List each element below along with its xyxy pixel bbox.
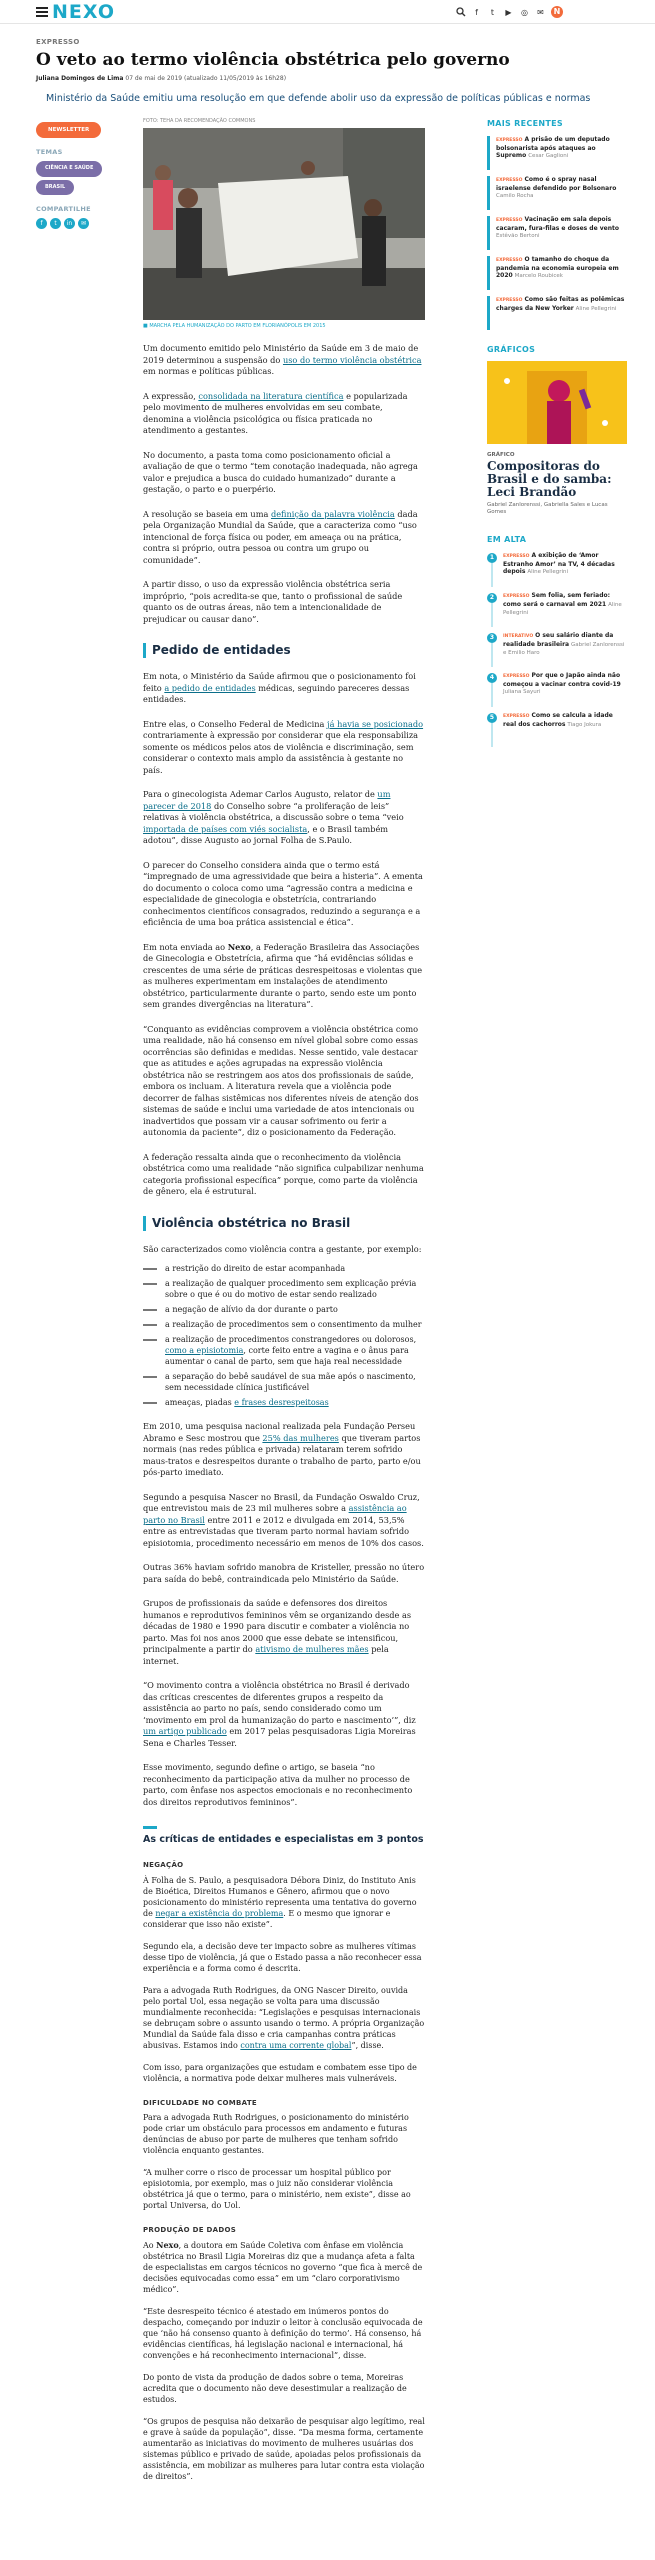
list-item: a separação do bebê saudável de sua mãe após o nascimento, sem necessidade clínica justificável — [143, 1371, 425, 1393]
inline-link[interactable]: a pedido de entidades — [164, 682, 256, 693]
graph-category: GRÁFICO — [487, 452, 515, 458]
recent-item[interactable] — [487, 176, 627, 210]
recentes-label: MAIS RECENTES — [487, 119, 563, 128]
recent-item[interactable] — [487, 136, 627, 170]
item-author: Aline Pellegrini — [575, 305, 617, 312]
paragraph: Em nota, o Ministério da Saúde afirmou que o posicionamento foi feito a pedido de entidades médicas, seguindo pareceres dessas entidades. — [143, 671, 416, 704]
list-item: a restrição do direito de estar acompanhada — [143, 1263, 425, 1274]
item-category: EXPRESSO — [503, 714, 530, 720]
newsletter-button[interactable]: NEWSLETTER — [36, 122, 101, 138]
item-title[interactable]: Como se calcula a idade real dos cachorros — [503, 712, 613, 728]
item-title[interactable]: O seu salário diante da realidade brasileira — [503, 632, 614, 648]
inline-link[interactable]: contra uma corrente global — [240, 2040, 352, 2050]
violence-list — [143, 1263, 425, 1408]
box-paragraph: Para a advogada Ruth Rodrigues, o posicionamento do ministério pode criar um obstáculo para processos em andamento e futuras denúncias de abuso por parte de mulheres que tenham sofrido violência enquanto gestantes. — [143, 2113, 409, 2155]
item-category: EXPRESSO — [496, 298, 523, 303]
paragraph: Para o ginecologista Ademar Carlos Augusto, relator de um parecer de 2018 do Conselho sobre “a proliferação de leis” relativas à violência obstétrica, a discussão sobre o tema “veio importada de países com viés socialista, e o Brasil também adotou”, disse Augusto ao jornal Folha de S.Paulo. — [143, 789, 404, 845]
photo-credit: FOTO: TEHA DA RECOMENDAÇÃO COMMONS — [143, 118, 256, 124]
rank-number: 5 — [487, 713, 497, 723]
box-paragraph: Ao Nexo, a doutora em Saúde Coletiva com ênfase em violência obstétrica no Brasil Ligia Moreiras diz que a mudança afeta a falta de especialistas em cargos técnicos no governo “que fica à mercê de decisões equivocadas como essa” em um “claro corporativismo médico”. — [143, 2239, 423, 2294]
facebook-icon[interactable]: f — [475, 7, 478, 17]
recentes-list — [487, 136, 627, 330]
box-paragraph: “Este desrespeito técnico é atestado em inúmeros pontos do despacho, começando por induzir o leitor à conclusão equivocada de que ‘não há consenso quanto à definição do termo’. Há consenso, há evidências científicas, há legislação nacional e internacional, há convenções e há reconhecimento internacional”, disse. — [143, 2306, 423, 2360]
item-category: EXPRESSO — [496, 138, 523, 143]
mail-icon[interactable]: ✉ — [537, 7, 544, 17]
trending-item[interactable] — [487, 552, 627, 586]
paragraph: Em nota enviada ao Nexo, a Federação Brasileira das Associações de Ginecologia e Obstetrícia, afirma que “há evidências sólidas e crescentes de uma série de práticas desrespeitosas e violentas que as mulheres experimentam em instalações de atendimento obstétrico, particularmente durante o parto, sendo este um ponto sem grandes divergências na literatura”. — [143, 941, 423, 1009]
graph-title[interactable]: Compositoras do Brasil e do samba: Leci Brandão — [487, 459, 612, 500]
article-photo — [143, 128, 425, 320]
rank-connector — [491, 643, 493, 667]
rank-connector — [491, 683, 493, 707]
youtube-icon[interactable]: ▶ — [505, 7, 512, 17]
share-facebook-icon[interactable]: f — [36, 218, 47, 229]
section-heading-pedido: Pedido de entidades — [143, 643, 425, 658]
box-paragraph: Do ponto de vista da produção de dados sobre o tema, Moreiras acredita que o documento não deve desestimular a realização de estudos. — [143, 2372, 407, 2404]
section-heading-violencia: Violência obstétrica no Brasil — [143, 1216, 425, 1231]
item-title[interactable]: A prisão de um deputado bolsonarista após ataques ao Supremo — [496, 136, 610, 159]
paragraph: “Conquanto as evidências comprovem a violência obstétrica como uma realidade, não há consenso em nível global sobre como essas ocorrências são definidas e medidas. Nesse sentido, vale destacar que as atitudes e ações agrupadas na expressão violência obstétrica não se restringem aos atos dos profissionais de saúde, embora os incluam. A literatura revela que a violência pode decorrer de falhas sistêmicas nos diferentes níveis de atenção dos sistemas de saúde e inclui uma variedade de atos intencionais ou inadvertidos que possam vir a causar sofrimento ou ferir a autonomia da paciente”, diz o posicionamento da Federação. — [143, 1023, 419, 1137]
box-paragraph: Com isso, para organizações que estudam e combatem esse tipo de violência, a normativa pode deixar mulheres mais vulneráveis. — [143, 2062, 417, 2083]
graph-thumbnail[interactable] — [487, 361, 627, 444]
inline-link[interactable]: negar a existência do problema — [155, 1908, 284, 1918]
inline-link[interactable]: como a episiotomia — [165, 1346, 244, 1355]
trending-item[interactable] — [487, 672, 627, 706]
inline-link[interactable]: ativismo de mulheres mães — [255, 1644, 369, 1654]
inline-link[interactable]: definição da palavra violência — [270, 508, 395, 519]
box-title: As críticas de entidades e especialistas em 3 pontos — [143, 1834, 424, 1845]
article-title: O veto ao termo violência obstétrica pelo governo — [36, 49, 510, 70]
list-item: a negação de alívio da dor durante o parto — [143, 1304, 425, 1315]
paragraph: Em 2010, uma pesquisa nacional realizada pela Fundação Perseu Abramo e Sesc mostrou que 25% das mulheres que tiveram partos normais (nas redes pública e privada) relataram terem sofrido maus-tratos e desrespeitos durante o trabalho de parto, parto e/ou pós-parto imediato. — [143, 1421, 421, 1477]
tag-ciencia-saude[interactable]: CIÊNCIA E SAÚDE — [36, 161, 102, 177]
item-category: EXPRESSO — [503, 554, 530, 560]
paragraph: A federação ressalta ainda que o reconhecimento da violência obstétrica como uma realidade “não significa culpabilizar nenhuma categoria profissional específica” porque, como parte da violência de gênero, ela é estrutural. — [143, 1151, 424, 1196]
list-item: a realização de procedimentos sem o consentimento da mulher — [143, 1319, 425, 1330]
paragraph: São caracterizados como violência contra a gestante, por exemplo: — [143, 1243, 422, 1254]
box-paragraph: Para a advogada Ruth Rodrigues, da ONG Nascer Direito, ouvida pelo portal Uol, essa negação se volta para uma discussão mundialmente reconhecida: “Legislações e pesquisas internacionais se debruçam sobre o assunto usando o termo. A própria Organização Mundial da Saúde fala disso e cria campanhas contra práticas abusivas. Estamos indo contra uma corrente global”, disse. — [143, 1985, 425, 2050]
photo-caption: ■ MARCHA PELA HUMANIZAÇÃO DO PARTO EM FLORIANÓPOLIS EM 2015 — [143, 322, 326, 329]
trending-item[interactable] — [487, 592, 627, 626]
item-author: Aline Pellegrini — [527, 569, 569, 576]
box-section-heading: DIFICULDADE NO COMBATE — [143, 2098, 258, 2107]
temas-label: TEMAS — [36, 148, 63, 157]
share-mail-icon[interactable]: ✉ — [78, 218, 89, 229]
box-section-heading: PRODUÇÃO DE DADOS — [143, 2226, 237, 2234]
item-title[interactable]: Por que o Japão ainda não começou a vacinar contra covid-19 — [503, 672, 621, 688]
paragraph: “O movimento contra a violência obstétrica no Brasil é derivado das críticas crescentes de diferentes grupos a respeito da assistência ao parto no país, sendo considerado como um ‘movimento em prol da humanização do parto e nascimento’”, diz um artigo publicado em 2017 pelas pesquisadoras Ligia Moreiras Sena e Charles Tesser. — [143, 1680, 416, 1748]
paragraph: A resolução se baseia em uma definição da palavra violência dada pela Organização Mundial da Saúde, que a caracteriza como “uso intencional de força física ou poder, em ameaça ou na prática, contra si próprio, outra pessoa ou contra um grupo ou comunidade”. — [143, 508, 418, 565]
article-dates: 07 de mai de 2019 (atualizado 11/05/2019 às 16h28) — [125, 74, 287, 82]
paragraph: A partir disso, o uso da expressão violência obstétrica seria impróprio, “pois acredita-se que, tanto o profissional de saúde quanto os de outras áreas, não tem a intencionalidade de prejudicar ou causar dano”. — [143, 579, 403, 624]
item-category: EXPRESSO — [496, 218, 523, 223]
instagram-icon[interactable]: ◎ — [521, 7, 528, 17]
item-author: Gabriel Zanlorenssi e Emilio Haro — [503, 641, 625, 657]
list-item: a realização de procedimentos constrangedores ou dolorosos, como a episiotomia, corte feito entre a vagina e o ânus para aumentar o canal de parto, sem que haja real necessidade — [143, 1334, 425, 1367]
paragraph: Esse movimento, segundo define o artigo, se baseia “no reconhecimento da participação ativa da mulher no processo de parto, com ênfase nos aspectos emocionais e no reconhecimento dos direitos reprodutivos femininos”. — [143, 1762, 413, 1807]
inline-link[interactable]: um artigo publicado — [143, 1726, 227, 1736]
item-category: EXPRESSO — [496, 258, 523, 263]
item-category: EXPRESSO — [503, 594, 530, 600]
inline-link[interactable]: já havia se posicionado — [327, 718, 424, 729]
trending-item[interactable] — [487, 632, 627, 666]
item-category: INTERATIVO — [503, 634, 534, 640]
box-paragraph: À Folha de S. Paulo, a pesquisadora Débora Diniz, do Instituto Anis de Bioética, Direitos Humanos e Gênero, afirmou que o novo posicionamento do ministério representa uma tentativa do governo de negar a existência do problema. E o mesmo que ignorar e considerar que isso não existe”. — [143, 1875, 417, 1929]
left-column — [36, 120, 116, 229]
top-bar — [0, 0, 655, 24]
inline-link[interactable]: uso do termo violência obstétrica — [282, 354, 422, 365]
article-kicker: EXPRESSO — [36, 38, 80, 46]
inline-link[interactable]: assistência ao parto no Brasil — [143, 1503, 407, 1525]
twitter-icon[interactable]: t — [490, 7, 495, 17]
box-section-heading: NEGAÇÃO — [143, 1861, 184, 1869]
site-logo[interactable]: NEXO — [52, 1, 116, 23]
paragraph: No documento, a pasta toma como posicionamento oficial a avaliação de que o termo “tem conotação inadequada, não agrega valor e prejudica a busca do cuidado humanizado” durante a gestação, o parto e o puerpério. — [143, 449, 418, 494]
rank-connector — [491, 603, 493, 627]
share-label: COMPARTILHE — [36, 205, 91, 213]
item-title[interactable]: Vacinação em sala depois cacaram, fura-filas e doses de vento — [496, 216, 620, 232]
article-body — [143, 118, 425, 2482]
item-author: Cesar Gaglioni — [528, 153, 569, 159]
list-item: ameaças, piadas e frases desrespeitosas — [143, 1397, 425, 1408]
item-author: Tiago Jokura — [567, 721, 602, 728]
paragraph: Um documento emitido pelo Ministério da Saúde em 3 de maio de 2019 determinou a suspensão do uso do termo violência obstétrica em normas e políticas públicas. — [143, 343, 422, 376]
rank-connector — [491, 723, 493, 747]
graph-authors: Gabriel Zanlorenssi, Gabriella Sales e Lucas Gomes — [487, 502, 608, 516]
box-paragraph: “Os grupos de pesquisa não deixarão de pesquisar algo legítimo, real e grave à saúde da população”, disse. “Da mesma forma, certamente aumentarão as iniciativas do movimento de mulheres usuárias dos sistemas público e privado de saúde, apoiadas pelos profissionais da assistência, em mobilizar as mulheres para lutar contra esta violação de direitos”. — [143, 2416, 425, 2481]
item-author: Camilo Rocha — [496, 193, 534, 199]
rank-number: 4 — [487, 673, 497, 683]
author-name[interactable]: Juliana Domingos de Lima — [36, 74, 124, 82]
alta-list — [487, 552, 627, 746]
item-title[interactable]: Sem folia, sem feriado: como será o carnaval em 2021 — [503, 592, 611, 608]
recent-item[interactable] — [487, 256, 627, 290]
rank-connector — [491, 563, 493, 587]
alta-label: EM ALTA — [487, 535, 527, 545]
inline-link[interactable]: consolidada na literatura científica — [198, 390, 344, 401]
list-item: a realização de qualquer procedimento sem explicação prévia sobre o que é ou do motivo de estar sendo realizado — [143, 1278, 425, 1300]
graficos-label: GRÁFICOS — [487, 345, 536, 354]
inline-link[interactable]: 25% das mulheres — [262, 1432, 339, 1443]
box-accent-line — [143, 1826, 157, 1829]
box-paragraph: Segundo ela, a decisão deve ter impacto sobre as mulheres vítimas desse tipo de violência, já que o Estado passa a não reconhecer essa experiência e a forma como é descrita. — [143, 1941, 422, 1973]
byline — [36, 74, 626, 83]
item-author: Juliana Sayuri — [503, 689, 541, 696]
right-sidebar — [487, 118, 627, 746]
item-title[interactable]: Como é o spray nasal israelense defendido por Bolsonaro — [496, 176, 617, 192]
box-paragraph: “A mulher corre o risco de processar um hospital público por episiotomia, por exemplo, mas o juiz não considerar violência obstétrica já que o termo, para o ministério, nem existe”, disse ao portal Universa, do Uol. — [143, 2168, 411, 2210]
item-title[interactable]: O tamanho do choque da pandemia na economia europeia em 2020 — [496, 256, 619, 279]
inline-link[interactable]: importada de países com viés socialista — [143, 823, 308, 834]
item-author: Aline Pellegrini — [503, 601, 622, 617]
item-title[interactable]: Como são feitas as polêmicas charges da New Yorker — [496, 296, 625, 312]
paragraph: A expressão, consolidada na literatura científica e popularizada pelo movimento de mulheres envolvidas em seu combate, denomina a violência psicológica ou física praticada no atendimento a gestantes. — [143, 390, 408, 435]
rank-number: 1 — [487, 553, 497, 563]
menu-icon[interactable] — [36, 7, 48, 17]
paragraph: Entre elas, o Conselho Federal de Medicina já havia se posicionado contrariamente à expressão por considerar que ela responsabiliza somente os médicos pelos atos de violência e discriminação, sem considerar o contexto mais amplo da assistência à gestante no país. — [143, 718, 424, 775]
inline-link[interactable]: e frases desrespeitosas — [234, 1398, 329, 1407]
tag-brasil[interactable]: BRASIL — [36, 180, 74, 196]
paragraph: Grupos de profissionais da saúde e defensores dos direitos humanos e reprodutivos femininos vêm se organizando desde as décadas de 1980 e 1990 para discutir e combater a violência no parto. Mas foi nos anos 2000 que esse debate se intensificou, principalmente a partir do ativismo de mulheres mães pela internet. — [143, 1598, 412, 1666]
article-header — [36, 37, 626, 83]
paragraph: Outras 36% haviam sofrido manobra de Kristeller, pressão no útero para saída do bebê, contraindicada pelo Ministério da Saúde. — [143, 1562, 425, 1584]
paragraph: O parecer do Conselho considera ainda que o termo está “impregnado de uma agressividade que beira a histeria”. A ementa do documento o coloca como uma “agressão contra a medicina e especialidade de ginecologia e obstetrícia, contrariando conhecimentos científicos consagrados, reduzindo a segurança e a eficiência de uma boa prática assistencial e ética”. — [143, 859, 423, 927]
top-icons — [455, 6, 563, 18]
inline-link[interactable]: um parecer de 2018 — [143, 789, 391, 811]
article-subtitle: Ministério da Saúde emitiu uma resolução em que defende abolir uso da expressão de políticas públicas e normas — [46, 93, 591, 104]
rank-number: 2 — [487, 593, 497, 603]
paragraph: Segundo a pesquisa Nascer no Brasil, da Fundação Oswaldo Cruz, que entrevistou mais de 23 mil mulheres sobre a assistência ao parto no Brasil entre 2011 e 2012 e divulgada em 2014, 53,5% entre as entrevistadas que tiveram parto normal haviam sofrido episiotomia, procedimento necessário em menos de 10% dos casos. — [143, 1491, 424, 1548]
recent-item[interactable] — [487, 296, 627, 330]
rank-number: 3 — [487, 633, 497, 643]
item-author: Estêvão Bertoni — [496, 233, 540, 239]
nexo-badge-icon[interactable]: N — [551, 6, 563, 18]
item-category: EXPRESSO — [496, 178, 523, 183]
share-twitter-icon[interactable]: t — [50, 218, 61, 229]
search-icon[interactable] — [455, 7, 466, 18]
share-linkedin-icon[interactable]: in — [64, 218, 75, 229]
recent-item[interactable] — [487, 216, 627, 250]
item-title[interactable]: A exibição de ‘Amor Estranho Amor’ na TV, 4 décadas depois — [503, 552, 615, 576]
item-author: Marcelo Roubicek — [514, 273, 563, 279]
item-category: EXPRESSO — [503, 674, 530, 680]
trending-item[interactable] — [487, 712, 627, 746]
